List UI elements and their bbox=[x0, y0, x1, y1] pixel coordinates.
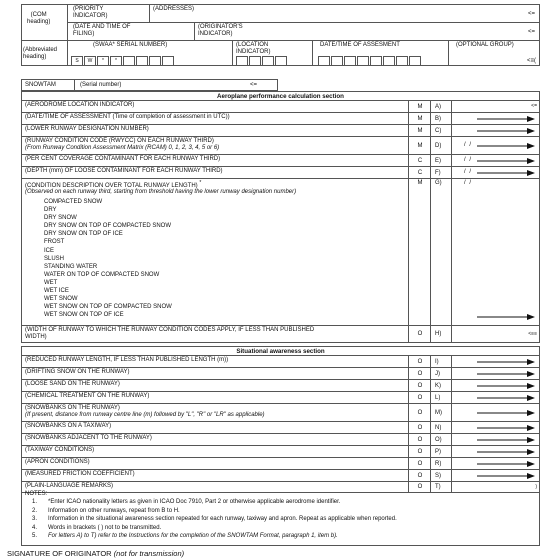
location-box bbox=[262, 56, 274, 66]
row-code: K) bbox=[430, 380, 452, 391]
note-item bbox=[32, 525, 397, 534]
row-entry bbox=[452, 446, 539, 457]
row-s bbox=[21, 470, 540, 482]
row-code: E) bbox=[430, 155, 452, 166]
row-slashes: / / bbox=[464, 142, 473, 148]
condition-item: DRY SNOW bbox=[44, 215, 77, 222]
note-number: 1. bbox=[32, 499, 38, 505]
row-i bbox=[21, 356, 540, 368]
note-number: 2. bbox=[32, 507, 38, 514]
row-status: M bbox=[408, 125, 431, 136]
condition-item: STANDING WATER bbox=[44, 263, 98, 270]
end-mark: <= bbox=[528, 29, 536, 35]
location-indicator: (LOCATION INDICATOR) bbox=[236, 42, 271, 55]
row-e bbox=[21, 155, 540, 167]
end-mark: <≡( bbox=[527, 58, 537, 64]
row-l bbox=[21, 392, 540, 404]
signature-label: SIGNATURE OF ORIGINATOR bbox=[7, 549, 112, 558]
condition-item: FROST bbox=[44, 239, 65, 246]
snowtam-label: SNOWTAM bbox=[25, 82, 56, 88]
row-code: N) bbox=[430, 422, 452, 433]
row-label: (CONDITION DESCRIPTION OVER TOTAL RUNWAY LENGTH) * bbox=[25, 180, 202, 189]
row-status: C bbox=[408, 155, 431, 166]
row-label: (CHEMICAL TREATMENT ON THE RUNWAY) bbox=[25, 393, 150, 399]
condition-item: DRY bbox=[44, 207, 57, 214]
datetime-box bbox=[396, 56, 408, 66]
row-f bbox=[21, 167, 540, 179]
location-box bbox=[236, 56, 248, 66]
row-entry bbox=[452, 404, 539, 421]
row-entry bbox=[452, 179, 539, 325]
row-code: S) bbox=[430, 470, 452, 481]
row-code: P) bbox=[430, 446, 452, 457]
swaa-serial-number: (SWAA* SERIAL NUMBER) bbox=[93, 42, 168, 48]
row-entry bbox=[452, 434, 539, 445]
signature-note: (not for transmission) bbox=[113, 549, 185, 558]
row-entry bbox=[452, 137, 539, 154]
row-slashes: / / bbox=[464, 169, 473, 175]
arrow-icon bbox=[477, 395, 535, 401]
row-a bbox=[21, 101, 540, 113]
row-status: O bbox=[408, 470, 431, 481]
note-text: Information in the situational awareness section repeated for each runway, taxiway and apron. Repeat as applicable when reported. bbox=[48, 516, 397, 522]
serial-boxes bbox=[71, 56, 175, 66]
addresses: (ADDRESSES) bbox=[153, 6, 195, 12]
serial-box bbox=[162, 56, 174, 66]
datetime-boxes bbox=[318, 56, 422, 66]
section-aeroplane-heading: Aeroplane performance calculation section bbox=[21, 91, 540, 101]
row-entry bbox=[452, 101, 539, 112]
note-item bbox=[32, 508, 397, 517]
row-label: (DATE/TIME OF ASSESSMENT (Time of completion of assessment in UTC)) bbox=[25, 114, 230, 120]
row-entry bbox=[452, 368, 539, 379]
row-status: O bbox=[408, 458, 431, 469]
row-code: H) bbox=[430, 326, 452, 342]
row-o bbox=[21, 434, 540, 446]
header-divider bbox=[232, 40, 233, 66]
row-entry bbox=[452, 380, 539, 391]
optional-group: (OPTIONAL GROUP) bbox=[456, 42, 514, 48]
row-status: O bbox=[408, 326, 431, 342]
condition-item: WET SNOW ON TOP OF COMPACTED SNOW bbox=[44, 304, 172, 311]
row-status: M bbox=[408, 137, 431, 154]
note-text: Information on other runways, repeat from B to H. bbox=[48, 507, 180, 514]
row-sublabel: (If present, distance from runway centre line (m) followed by "L", "R" or "LR" as applicable) bbox=[25, 412, 265, 418]
arrow-icon bbox=[477, 473, 535, 479]
row-entry bbox=[452, 458, 539, 469]
row-code: G) bbox=[430, 179, 452, 325]
row-code: O) bbox=[430, 434, 452, 445]
row-label: (TAXIWAY CONDITIONS) bbox=[25, 447, 95, 453]
snowtam-serial: (Serial number) bbox=[80, 82, 122, 88]
row-j bbox=[21, 368, 540, 380]
row-m bbox=[21, 404, 540, 422]
row-r bbox=[21, 458, 540, 470]
datetime-box bbox=[344, 56, 356, 66]
arrow-icon bbox=[477, 128, 535, 134]
footnote-star: * bbox=[199, 180, 202, 186]
condition-item: DRY SNOW ON TOP OF COMPACTED SNOW bbox=[44, 223, 172, 230]
location-box bbox=[275, 56, 287, 66]
note-item bbox=[32, 499, 397, 508]
com-heading: (COM heading) bbox=[27, 12, 51, 25]
location-box bbox=[249, 56, 261, 66]
row-code: J) bbox=[430, 368, 452, 379]
row-sublabel: (From Runway Condition Assessment Matrix (RCAM) 0, 1, 2, 3, 4, 5 or 6) bbox=[25, 145, 220, 151]
arrow-icon bbox=[477, 410, 535, 416]
row-label: (SNOWBANKS ON THE RUNWAY) bbox=[25, 405, 120, 411]
row-label: (PLAIN-LANGUAGE REMARKS) bbox=[25, 483, 114, 489]
row-code: B) bbox=[430, 113, 452, 124]
header-divider bbox=[67, 40, 68, 66]
date-time-assessment: DATE/TIME OF ASSESMENT bbox=[320, 42, 400, 48]
arrow-icon bbox=[477, 314, 535, 320]
row-entry bbox=[452, 470, 539, 481]
priority-indicator: (PRIORITY INDICATOR) bbox=[73, 6, 108, 19]
datetime-box bbox=[357, 56, 369, 66]
row-h bbox=[21, 326, 540, 343]
condition-item: WET SNOW ON TOP OF ICE bbox=[44, 312, 124, 319]
arrow-icon bbox=[477, 449, 535, 455]
row-entry bbox=[452, 326, 539, 342]
row-entry bbox=[452, 125, 539, 136]
header-divider bbox=[67, 4, 68, 40]
row-label: (MEASURED FRICTION COEFFICIENT) bbox=[25, 471, 135, 477]
note-item bbox=[32, 516, 397, 525]
header-divider bbox=[149, 4, 150, 22]
row-status: O bbox=[408, 368, 431, 379]
signature-line bbox=[7, 549, 184, 558]
row-n bbox=[21, 422, 540, 434]
row-status: O bbox=[408, 446, 431, 457]
row-status: O bbox=[408, 380, 431, 391]
row-status: C bbox=[408, 167, 431, 178]
condition-item: COMPACTED SNOW bbox=[44, 199, 103, 205]
row-code: C) bbox=[430, 125, 452, 136]
row-status: O bbox=[408, 404, 431, 421]
header-divider bbox=[194, 22, 195, 40]
notes-list bbox=[32, 499, 397, 542]
arrow-icon bbox=[477, 359, 535, 365]
arrow-icon bbox=[477, 425, 535, 431]
row-label: (PER CENT COVERAGE CONTAMINANT FOR EACH RUNWAY THIRD) bbox=[25, 156, 221, 162]
header-divider bbox=[21, 40, 540, 41]
serial-box-s: S bbox=[71, 56, 83, 66]
serial-box bbox=[149, 56, 161, 66]
row-slashes: / / bbox=[464, 157, 473, 163]
note-number: 4. bbox=[32, 524, 38, 531]
row-slashes: / / bbox=[464, 180, 473, 186]
condition-item: WET SNOW bbox=[44, 296, 78, 303]
note-number: 3. bbox=[32, 516, 38, 522]
serial-box-w: W bbox=[84, 56, 96, 66]
row-status: O bbox=[408, 422, 431, 433]
row-label: (AERODROME LOCATION INDICATOR) bbox=[25, 102, 135, 108]
notes-block bbox=[21, 489, 540, 546]
end-mark: <= bbox=[528, 11, 536, 17]
row-c bbox=[21, 125, 540, 137]
condition-item: WET bbox=[44, 279, 58, 286]
condition-item: SLUSH bbox=[44, 255, 65, 262]
row-status: M bbox=[408, 101, 431, 112]
datetime-box bbox=[409, 56, 421, 66]
end-mark: <≡≡ bbox=[528, 331, 537, 337]
row-code: R) bbox=[430, 458, 452, 469]
row-entry bbox=[452, 113, 539, 124]
row-code: I) bbox=[430, 356, 452, 367]
arrow-icon bbox=[477, 383, 535, 389]
row-code: A) bbox=[430, 101, 452, 112]
row-label-cont: WIDTH) bbox=[25, 334, 47, 340]
row-status: M bbox=[408, 179, 431, 325]
row-label: (DEPTH (mm) OF LOOSE CONTAMINANT FOR EACH RUNWAY THIRD) bbox=[25, 168, 223, 174]
notes-title: NOTES: bbox=[25, 491, 48, 497]
arrow-icon bbox=[477, 461, 535, 467]
serial-box: * bbox=[97, 56, 109, 66]
row-code: T) bbox=[430, 482, 452, 492]
arrow-icon bbox=[477, 437, 535, 443]
note-text: For letters A) to T) refer to the Instructions for the completion of the SNOWTAM Format, paragraph 1, item b). bbox=[48, 533, 338, 539]
condition-item: ICE bbox=[44, 247, 55, 254]
snowtam-box bbox=[21, 79, 278, 91]
snowtam-divider bbox=[74, 79, 75, 91]
row-entry bbox=[452, 155, 539, 166]
arrow-icon bbox=[477, 170, 535, 176]
row-status: M bbox=[408, 113, 431, 124]
row-code: L) bbox=[430, 392, 452, 403]
row-entry bbox=[452, 392, 539, 403]
row-status: O bbox=[408, 356, 431, 367]
location-boxes bbox=[236, 56, 288, 66]
condition-list bbox=[44, 198, 172, 319]
row-code: F) bbox=[430, 167, 452, 178]
row-label: (REDUCED RUNWAY LENGTH, IF LESS THAN PUBLISHED LENGTH (m)) bbox=[25, 357, 229, 363]
condition-item: DRY SNOW ON TOP OF ICE bbox=[44, 231, 123, 238]
row-sublabel: (Observed on each runway third, starting from threshold having the lower runway designation number) bbox=[25, 189, 297, 195]
arrow-icon bbox=[477, 371, 535, 377]
row-status: O bbox=[408, 434, 431, 445]
serial-box: * bbox=[110, 56, 122, 66]
row-entry bbox=[452, 422, 539, 433]
row-label: (WIDTH OF RUNWAY TO WHICH THE RUNWAY CONDITION CODES APPLY, IF LESS THAN PUBLISHED bbox=[25, 327, 315, 333]
abbreviated-heading: (Abbreviated heading) bbox=[23, 47, 58, 60]
row-k bbox=[21, 380, 540, 392]
row-label: (SNOWBANKS ADJACENT TO THE RUNWAY) bbox=[25, 435, 152, 441]
note-number: 5. bbox=[32, 533, 38, 539]
row-d bbox=[21, 137, 540, 155]
datetime-box bbox=[318, 56, 330, 66]
header-divider bbox=[67, 22, 540, 23]
row-label: (RUNWAY CONDITION CODE (RWYCC) ON EACH RUNWAY THIRD) bbox=[25, 138, 214, 144]
condition-item: WATER ON TOP OF COMPACTED SNOW bbox=[44, 271, 160, 278]
datetime-box bbox=[383, 56, 395, 66]
note-text: *Enter ICAO nationality letters as given in ICAO Doc 7910, Part 2 or otherwise applicable aerodrome identifier. bbox=[48, 499, 341, 505]
end-mark: <= bbox=[531, 103, 537, 109]
row-entry bbox=[452, 167, 539, 178]
row-code: D) bbox=[430, 137, 452, 154]
serial-box bbox=[123, 56, 135, 66]
row-label: (SNOWBANKS ON A TAXIWAY) bbox=[25, 423, 112, 429]
row-label: (LOOSE SAND ON THE RUNWAY) bbox=[25, 381, 120, 387]
note-text: Words in brackets ( ) not to be transmitted. bbox=[48, 524, 162, 531]
end-mark: ) bbox=[535, 483, 537, 490]
row-label: (APRON CONDITIONS) bbox=[25, 459, 90, 465]
arrow-icon bbox=[477, 116, 535, 122]
row-label: (DRIFTING SNOW ON THE RUNWAY) bbox=[25, 369, 130, 375]
row-status: O bbox=[408, 482, 431, 492]
row-p bbox=[21, 446, 540, 458]
section-situational-heading: Situational awareness section bbox=[21, 346, 540, 356]
datetime-box bbox=[331, 56, 343, 66]
date-time-filing: (DATE AND TIME OF FILING) bbox=[73, 24, 131, 37]
arrow-icon bbox=[477, 143, 535, 149]
arrow-icon bbox=[477, 158, 535, 164]
note-item bbox=[32, 533, 397, 542]
row-g bbox=[21, 179, 540, 326]
datetime-box bbox=[370, 56, 382, 66]
condition-item: WET ICE bbox=[44, 288, 69, 295]
header-divider bbox=[448, 40, 449, 66]
end-mark: <= bbox=[250, 82, 258, 88]
row-b bbox=[21, 113, 540, 125]
originator-indicator: (ORIGINATOR'S INDICATOR) bbox=[198, 24, 243, 37]
row-entry bbox=[452, 356, 539, 367]
row-status: O bbox=[408, 392, 431, 403]
row-label: (LOWER RUNWAY DESIGNATION NUMBER) bbox=[25, 126, 149, 132]
row-code: M) bbox=[430, 404, 452, 421]
serial-box bbox=[136, 56, 148, 66]
header-divider bbox=[312, 40, 313, 66]
